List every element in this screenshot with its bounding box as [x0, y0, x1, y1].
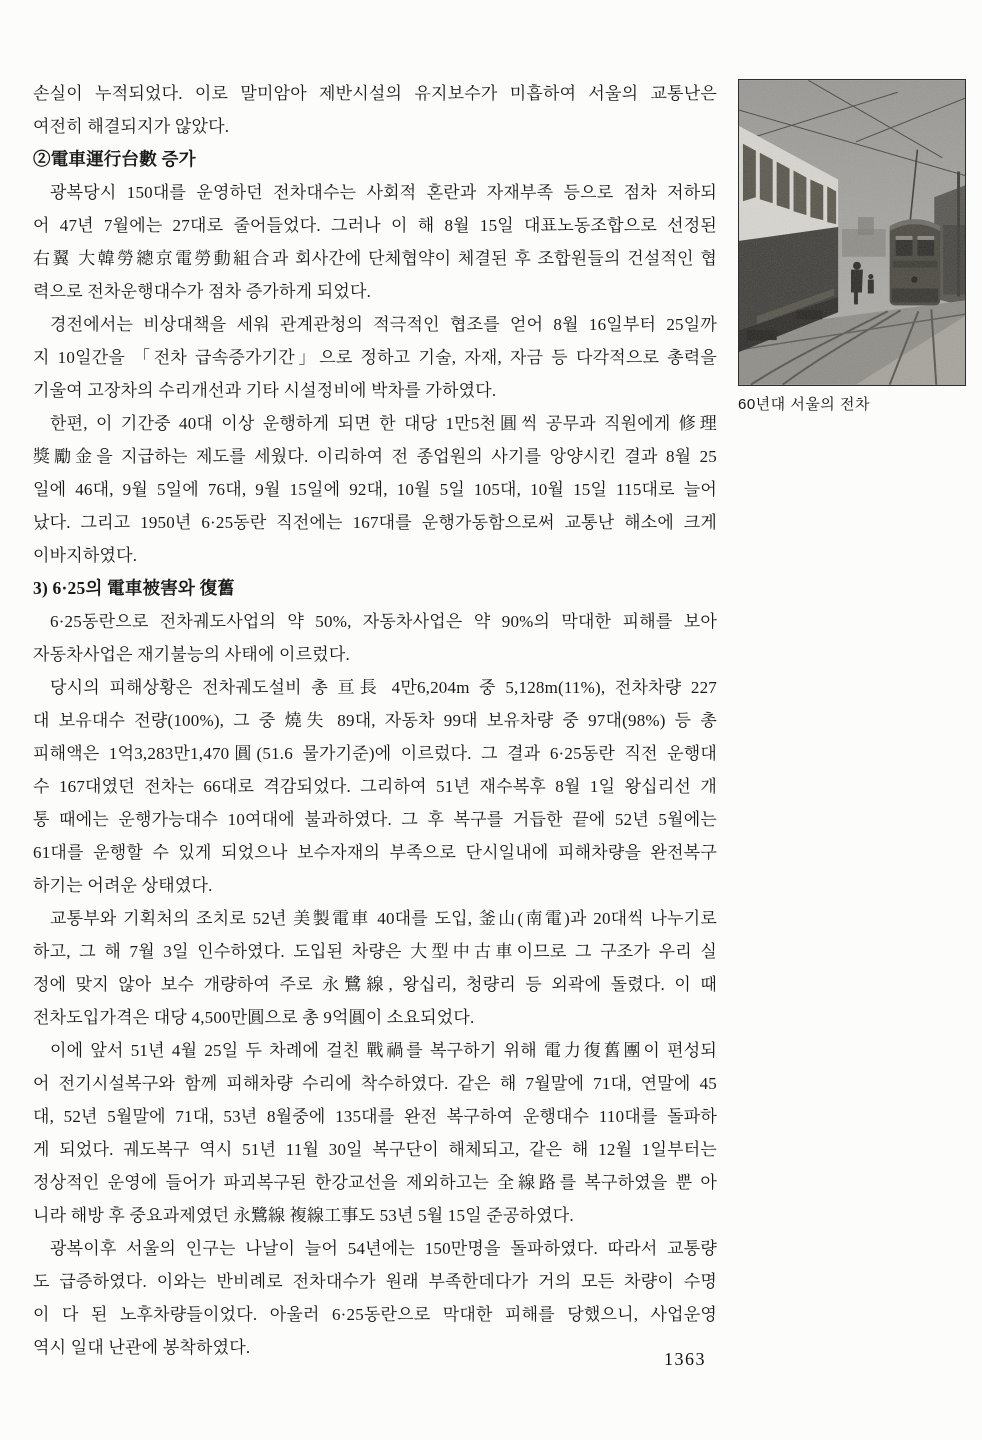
- text-line: 기울여 고장차의 수리개선과 기타 시설정비에 박차를 가하였다.: [33, 381, 497, 400]
- text-line: 대 보유대수 전량(100%), 그 중 燒失 89대, 자동차 99대 보유차량 중 97대(98%) 등 총: [33, 711, 717, 730]
- text-line: 력으로 전차운행대수가 점차 증가하게 되었다.: [33, 282, 372, 301]
- text-line: 6·25동란으로 전차궤도사업의 약 50%, 자동차사업은 약 90%의 막대한 피해를 보아: [50, 612, 717, 631]
- text-line: 니라 해방 후 중요과제였던 永鷺線 複線工事도 53년 5월 15일 준공하였다.: [33, 1206, 574, 1225]
- text-line: 어 47년 7월에는 27대로 줄어들었다. 그러나 이 해 8월 15일 대표노동조합으로 선정된: [33, 216, 717, 235]
- text-line: 대, 52년 5월말에 71대, 53년 8월중에 135대를 완전 복구하여 운행대수 110대를 돌파하: [33, 1107, 717, 1126]
- text-line: 수 167대였던 전차는 66대로 격감되었다. 그리하여 51년 재수복후 8월 1일 왕십리선 개: [33, 777, 717, 796]
- text-line: 이에 앞서 51년 4월 25일 두 차례에 걸친 戰禍를 복구하기 위해 電力復舊團이 편성되: [50, 1041, 717, 1060]
- paragraph: [33, 77, 717, 143]
- text-line: 정에 맞지 않아 보수 개량하여 주로 永鷺線, 왕십리, 청량리 등 외곽에 돌렸다. 이 때: [33, 975, 717, 994]
- text-line: 당시의 피해상황은 전차궤도설비 총 亘長 4만6,204m 중 5,128m(11%), 전차차량 227: [50, 678, 717, 697]
- text-line: 경전에서는 비상대책을 세워 관계관청의 적극적인 협조를 얻어 8월 16일부터 25일까: [50, 315, 717, 334]
- paragraph: [33, 605, 717, 671]
- text-line: 지 10일간을 「전차 급속증가기간」으로 정하고 기술, 자재, 자금 등 다각적으로 총력을: [33, 348, 717, 367]
- section-heading: [33, 143, 717, 176]
- paragraph: [33, 407, 717, 572]
- page-number: 1363: [664, 1349, 706, 1369]
- text-line: 역시 일대 난관에 봉착하였다.: [33, 1338, 251, 1357]
- paragraph: [33, 308, 717, 407]
- text-line: 獎勵金을 지급하는 제도를 세웠다. 이리하여 전 종업원의 사기를 앙양시킨 결과 8월 25: [33, 447, 717, 466]
- text-line: 광복이후 서울의 인구는 나날이 늘어 54년에는 150만명을 돌파하였다. 따라서 교통량: [50, 1239, 717, 1258]
- text-line: 이바지하였다.: [33, 546, 138, 565]
- section-heading: [33, 572, 717, 605]
- text-line: 피해액은 1억3,283만1,470圓(51.6 물가기준)에 이르렀다. 그 결과 6·25동란 직전 운행대: [33, 744, 717, 763]
- text-line: 일에 46대, 9월 5일에 76대, 9월 15일에 92대, 10월 5일 105대, 10월 15일 115대로 늘어: [33, 480, 717, 499]
- text-line: 광복당시 150대를 운영하던 전차대수는 사회적 혼란과 자재부족 등으로 점차 저하되: [50, 183, 717, 202]
- text-line: ②電車運行台數 증가: [33, 149, 196, 169]
- text-line: 도 급증하였다. 이와는 반비례로 전차대수가 원래 부족한데다가 거의 모든 차량이 수명: [33, 1272, 717, 1291]
- text-line: 하고, 그 해 7월 3일 인수하였다. 도입된 차량은 大型中古車이므로 그 구조가 우리 실: [33, 942, 717, 961]
- text-line: 자동차사업은 재기불능의 사태에 이르렀다.: [33, 645, 350, 664]
- figure-caption: 60년대 서울의 전차: [738, 396, 870, 413]
- paragraph: [33, 902, 717, 1034]
- text-line: 게 되었다. 궤도복구 역시 51년 11월 30일 복구단이 해체되고, 같은 해 12월 1일부터는: [33, 1140, 717, 1159]
- text-line: 어 전기시설복구와 함께 피해차량 수리에 착수하였다. 같은 해 7월말에 71대, 연말에 45: [33, 1074, 717, 1093]
- paragraph: [33, 1034, 717, 1232]
- figure-tram-photo: [738, 79, 968, 414]
- text-line: 교통부와 기획처의 조치로 52년 美製電車 40대를 도입, 釜山(南電)과 20대씩 나누기로: [50, 909, 717, 928]
- tram-photo-illustration: [738, 79, 966, 386]
- text-line: 여전히 해결되지가 않았다.: [33, 117, 230, 136]
- text-line: 손실이 누적되었다. 이로 말미암아 제반시설의 유지보수가 미흡하여 서울의 교통난은: [33, 84, 717, 103]
- text-line: 61대를 운행할 수 있게 되었으나 보수자재의 부족으로 단시일내에 피해차량을 완전복구: [33, 843, 717, 862]
- article-text: [33, 77, 717, 1364]
- paragraph: [33, 176, 717, 308]
- paragraph: [33, 671, 717, 902]
- text-line: 정상적인 운영에 들어가 파괴복구된 한강교선을 제외하고는 全線路를 복구하였을 뿐 아: [33, 1173, 717, 1192]
- text-line: 右翼 大韓勞總京電勞動組合과 회사간에 단체협약이 체결된 후 조합원들의 건설적인 협: [33, 249, 717, 268]
- text-line: 이 다 된 노후차량들이었다. 아울러 6·25동란으로 막대한 피해를 당했으니, 사업운영: [33, 1305, 717, 1324]
- paragraph: [33, 1232, 717, 1364]
- text-line: 하기는 어려운 상태였다.: [33, 876, 213, 895]
- text-line: 한편, 이 기간중 40대 이상 운행하게 되면 한 대당 1만5천圓씩 공무과 직원에게 修理: [50, 414, 717, 433]
- text-line: 3) 6·25의 電車被害와 復舊: [33, 578, 235, 598]
- text-line: 통 때에는 운행가능대수 10여대에 불과하였다. 그 후 복구를 거듭한 끝에 52년 5월에는: [33, 810, 717, 829]
- text-line: 났다. 그리고 1950년 6·25동란 직전에는 167대를 운행가동함으로써 교통난 해소에 크게: [33, 513, 717, 532]
- text-line: 전차도입가격은 대당 4,500만圓으로 총 9억圓이 소요되었다.: [33, 1008, 475, 1027]
